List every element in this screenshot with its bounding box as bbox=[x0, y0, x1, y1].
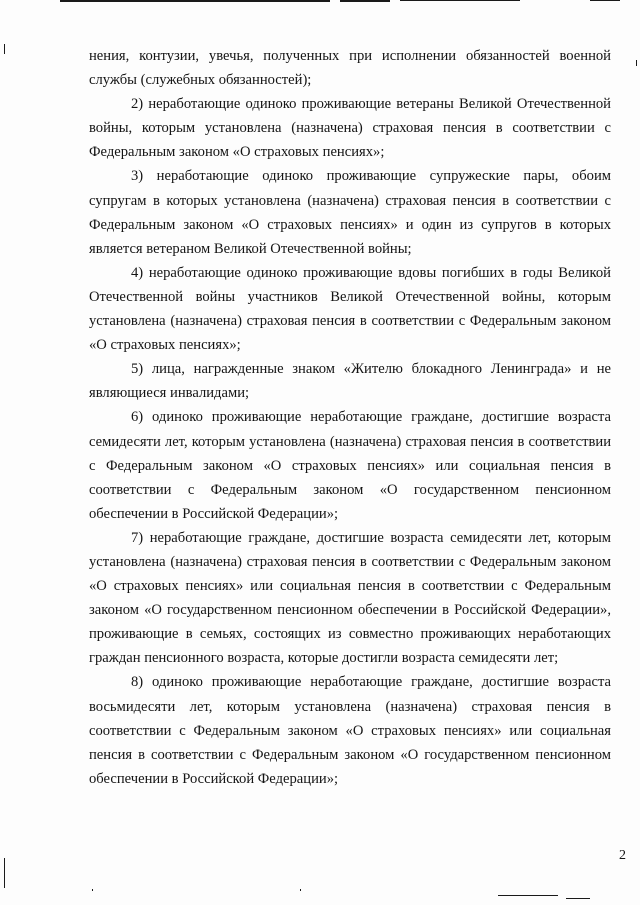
document-body bbox=[89, 44, 611, 791]
scan-line-top bbox=[60, 0, 330, 2]
paragraph-item-4: 4) неработающие одиноко проживающие вдовы погибших в годы Великой Отечественной войны участников Великой Отечественной войны, которым установлена (назначена) страховая пенсия в соответствии с Федеральным законом «О страховых пенсиях»; bbox=[89, 264, 611, 354]
paragraph-item-2: 2) неработающие одиноко проживающие ветераны Великой Отечественной войны, которым установлена (назначена) страховая пенсия в соответствии с Федеральным законом «О страховых пенсиях»; bbox=[89, 96, 611, 161]
scan-line-bottom bbox=[566, 898, 590, 899]
paragraph-item-7: 7) неработающие граждане, достигшие возраста семидесяти лет, которым установлена (назначена) страховая пенсия в соответствии с Федеральным законом «О страховых пенсиях» или социальная пенсия в соответствии с Федеральным законом «О государственном пенсионном обеспечении в Российской Федерации», проживающие в семьях, состоящих из совместно проживающих неработающих граждан пенсионного возраста, которые достигли возраста семидесяти лет; bbox=[89, 529, 611, 667]
scan-tick bbox=[636, 60, 637, 66]
scan-tick bbox=[4, 858, 5, 888]
page-number: 2 bbox=[619, 848, 626, 863]
scan-line-top bbox=[400, 0, 520, 1]
paragraph-item-6: 6) одиноко проживающие неработающие граждане, достигшие возраста семидесяти лет, которым установлена (назначена) страховая пенсия в соответствии с Федеральным законом «О страховых пенсиях» или социальная пенсия в соответствии с Федеральным законом «О государственном пенсионном обеспечении в Российской Федерации»; bbox=[89, 409, 611, 522]
paragraph-continuation: нения, контузии, увечья, полученных при исполнении обязанностей военной службы (служебных обязанностей); bbox=[89, 48, 611, 89]
scan-line-bottom bbox=[498, 895, 558, 896]
scan-tick bbox=[4, 44, 5, 54]
paragraph-item-3: 3) неработающие одиноко проживающие супружеские пары, обоим супругам в которых установлена (назначена) страховая пенсия в соответствии с Федеральным законом «О страховых пенсиях» и один из супругов в которых является ветераном Великой Отечественной войны; bbox=[89, 168, 611, 257]
paragraph-item-5: 5) лица, награжденные знаком «Жителю блокадного Ленинграда» и не являющиеся инвалидами; bbox=[89, 361, 611, 402]
scan-dot bbox=[300, 889, 301, 891]
paragraph-item-8: 8) одиноко проживающие неработающие граждане, достигшие возраста восьмидесяти лет, которым установлена (назначена) страховая пенсия в соответствии с Федеральным законом «О страховых пенсиях» или социальная пенсия в соответствии с Федеральным законом «О государственном пенсионном обеспечении в Российской Федерации»; bbox=[89, 674, 611, 787]
scan-line-top bbox=[340, 0, 390, 2]
scan-line-top bbox=[590, 0, 620, 1]
scan-dot bbox=[92, 889, 93, 891]
